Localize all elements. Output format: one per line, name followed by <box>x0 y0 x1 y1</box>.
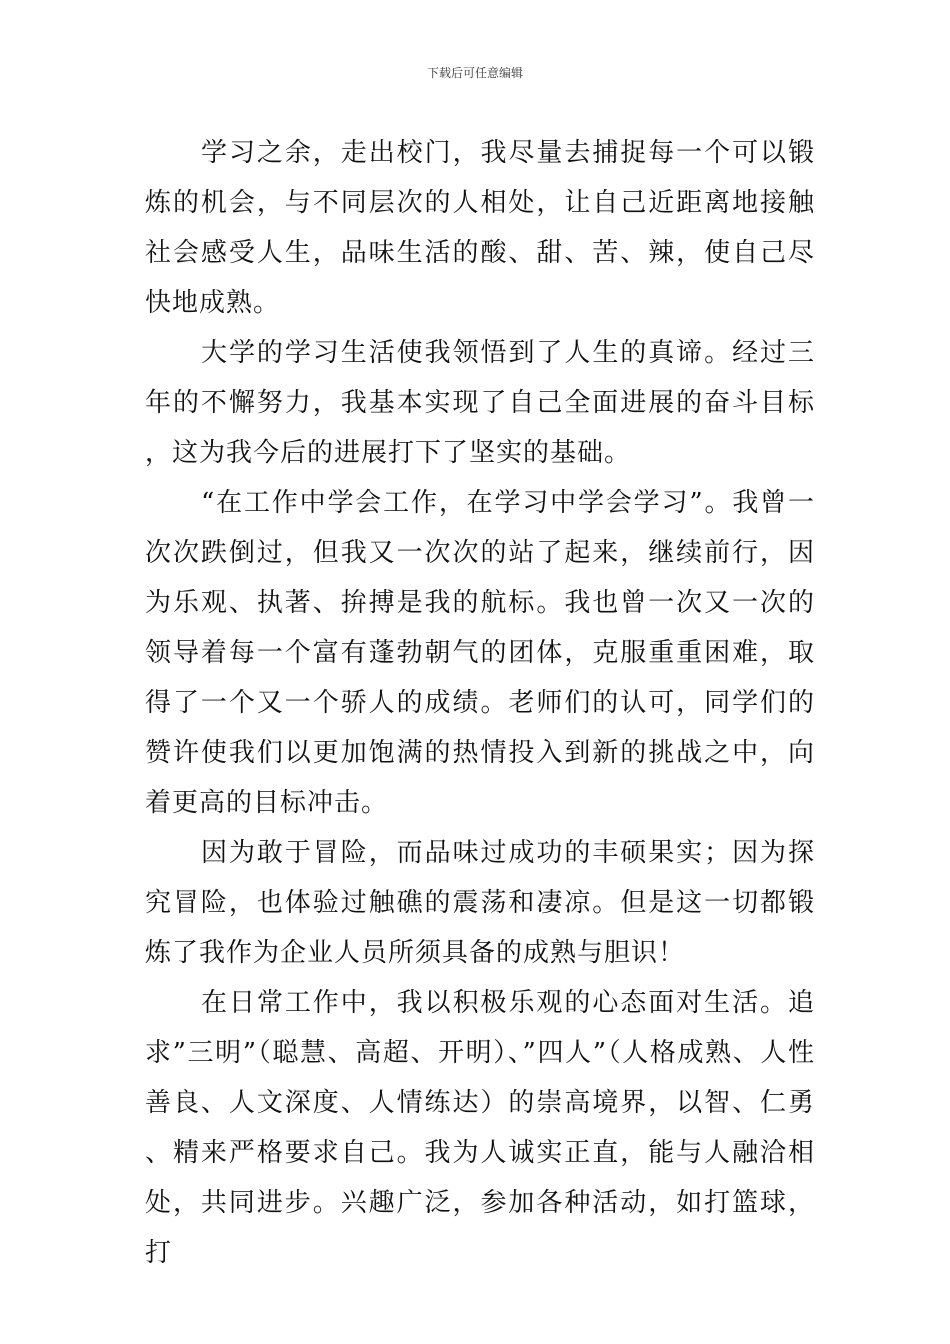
paragraph: 大学的学习生活使我领悟到了人生的真谛。经过三年的不懈努力，我基本实现了自己全面进展的奋斗目标，这为我今后的进展打下了坚实的基础。 <box>145 338 815 468</box>
paragraph: “在工作中学会工作，在学习中学会学习”。我曾一次次跌倒过，但我又一次次的站了起来，继续前行，因为乐观、执著、拚搏是我的航标。我也曾一次又一次的领导着每一个富有蓬勃朝气的团体，克服重重困难，取得了一个又一个骄人的成绩。老师们的认可，同学们的赞许使我们以更加饱满的热情投入到新的挑战之中，向着更高的目标冲击。 <box>145 488 815 818</box>
paragraph: 学习之余，走出校门，我尽量去捕捉每一个可以锻炼的机会，与不同层次的人相处，让自己近距离地接触社会感受人生，品味生活的酸、甜、苦、辣，使自己尽快地成熟。 <box>145 138 815 318</box>
page-header: 下载后可任意编辑 <box>426 66 523 80</box>
paragraph: 在日常工作中，我以积极乐观的心态面对生活。追求”三明”（聪慧、高超、开明）、”四人”（人格成熟、人性善良、人文深度、人情练达）的崇高境界，以智、仁勇、精来严格要求自己。我为人诚实正直，能与人融洽相处，共同进步。兴趣广泛，参加各种活动，如打篮球，打 <box>145 988 815 1268</box>
paragraph: 因为敢于冒险，而品味过成功的丰硕果实；因为探究冒险，也体验过触礁的震荡和凄凉。但是这一切都锻炼了我作为企业人员所须具备的成熟与胆识！ <box>145 838 815 968</box>
document-body <box>145 128 815 1278</box>
